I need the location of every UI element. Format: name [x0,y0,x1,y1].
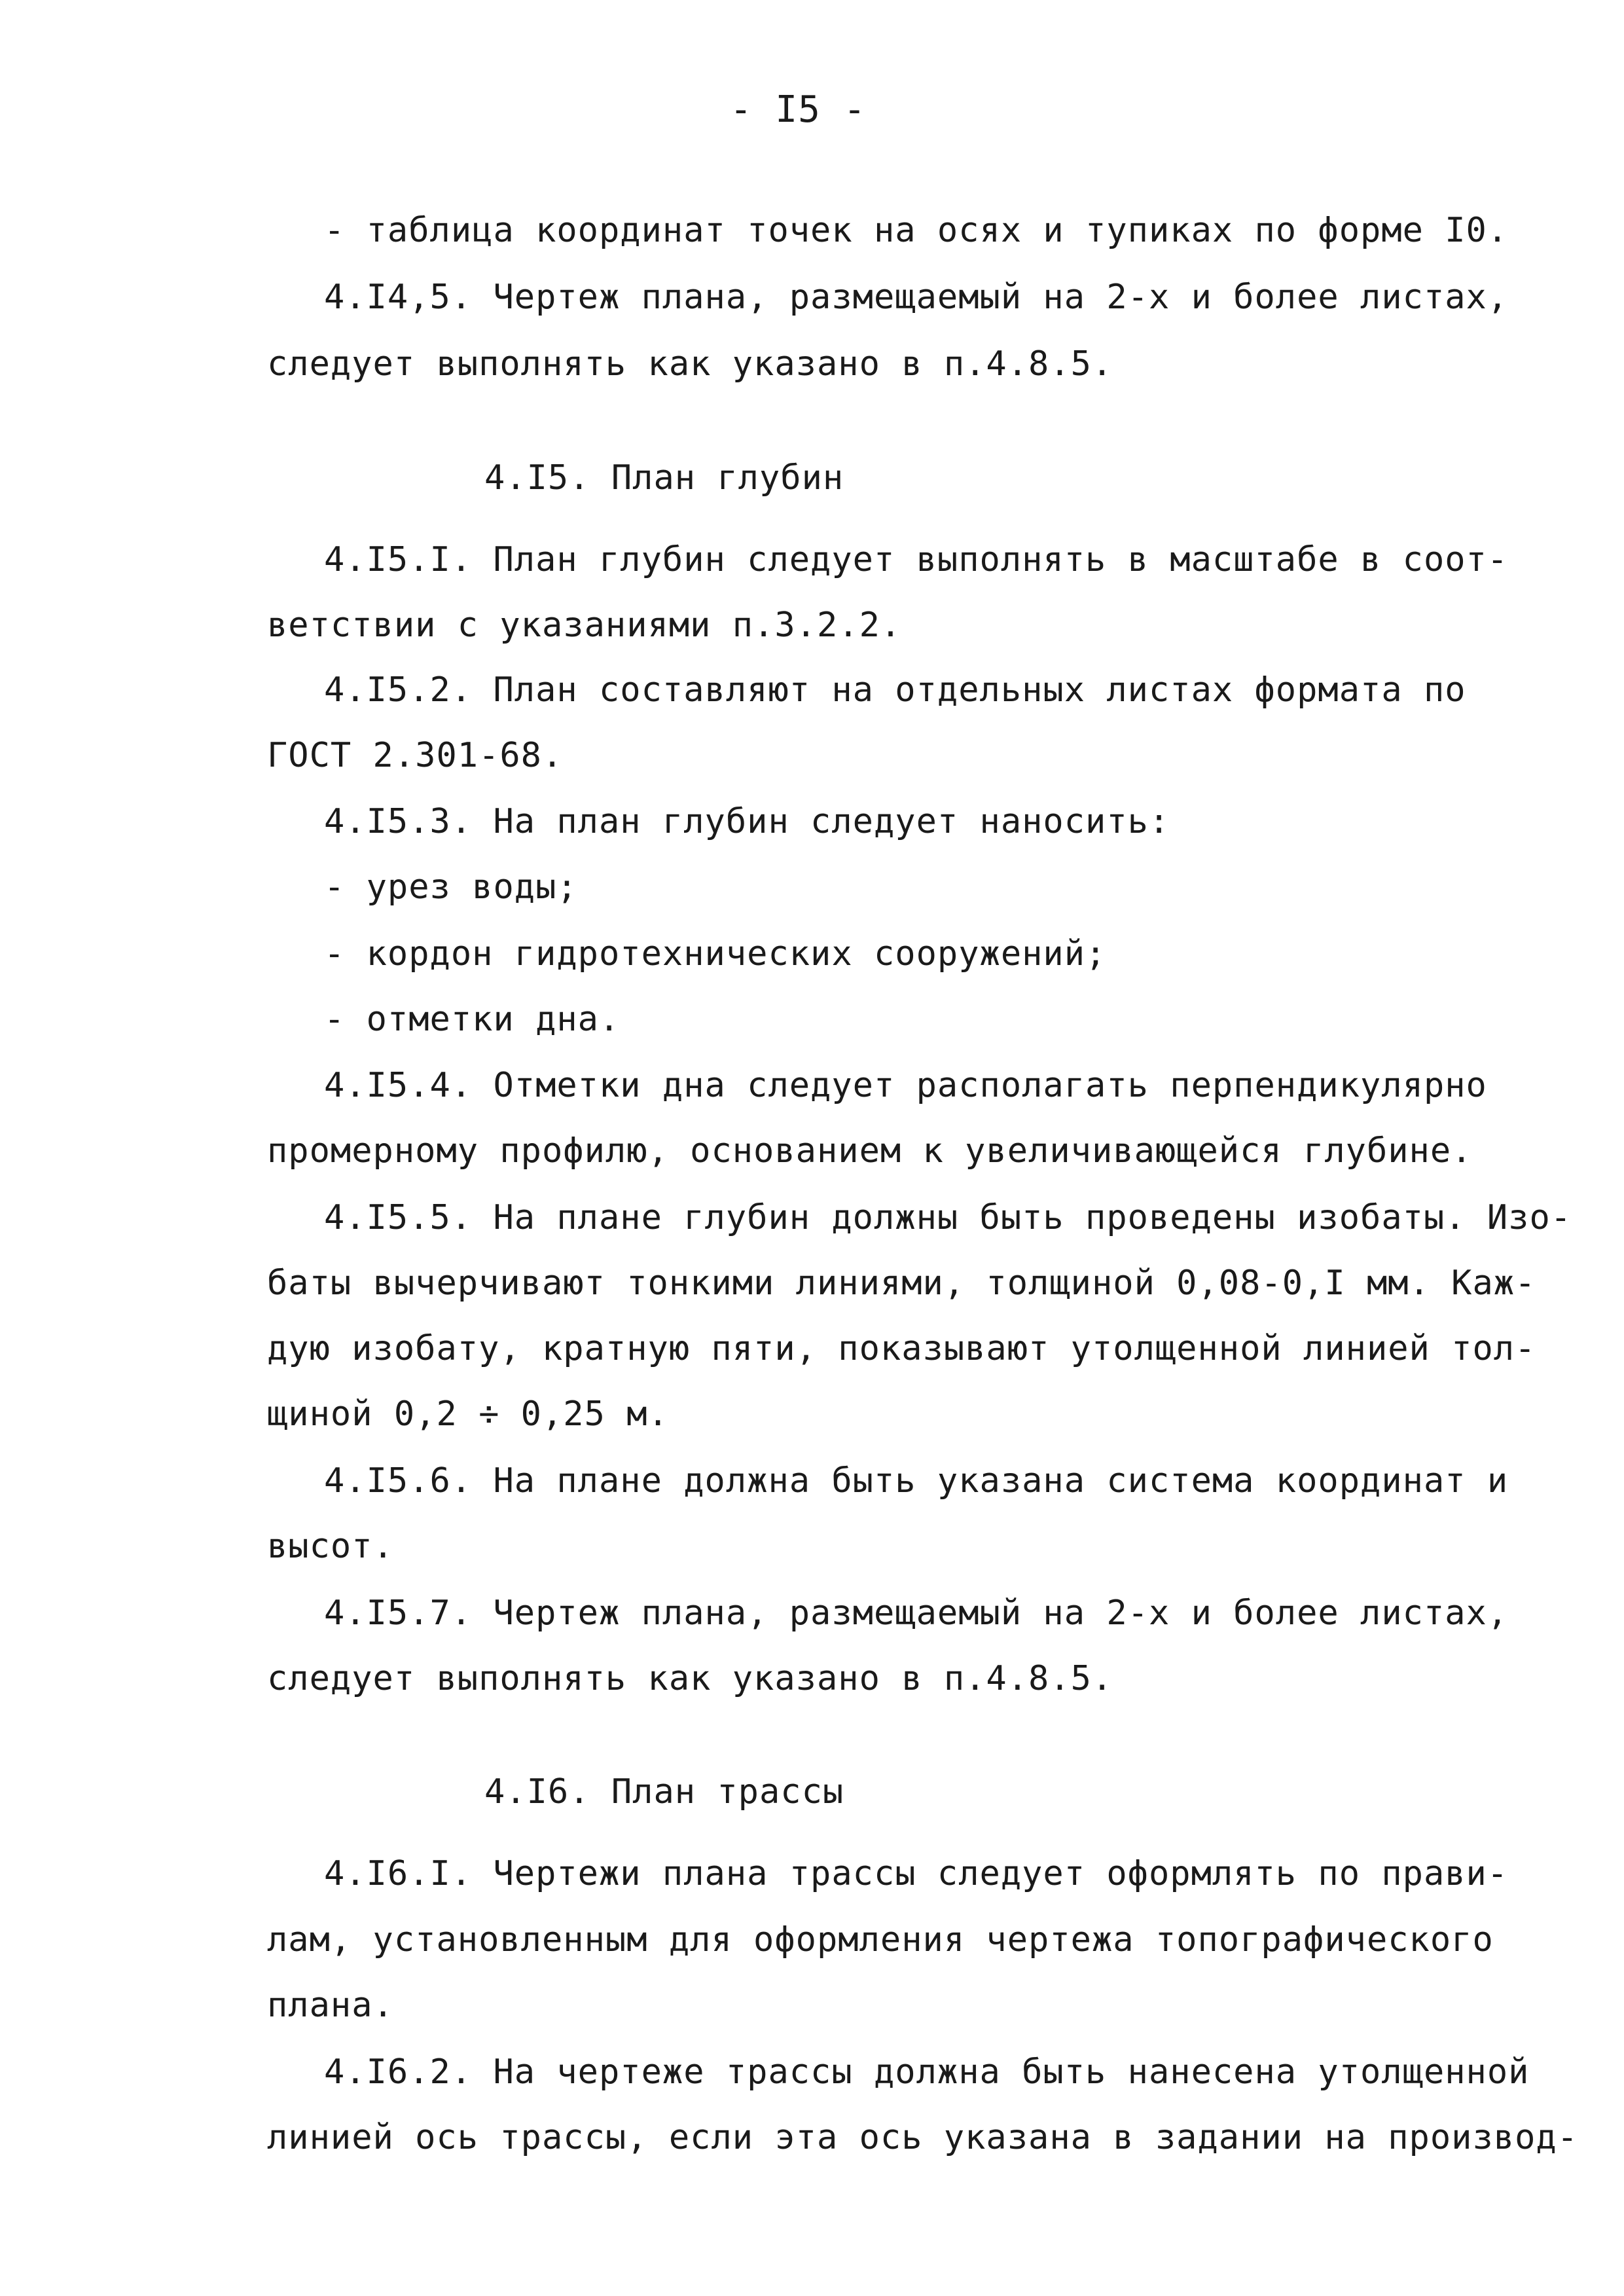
text-line: лам, установленным для оформления чертежа топографического [267,1920,1494,1959]
text-line: 4.I5.5. На плане глубин должны быть проведены изобаты. Изо- [324,1198,1572,1237]
text-line: 4.I6.I. Чертежи плана трассы следует оформлять по прави- [324,1854,1509,1893]
page-number: - I5 - [730,88,867,131]
list-item: - кордон гидротехнических сооружений; [324,934,1107,974]
section-heading: 4.I6. План трассы [484,1772,844,1812]
text-line: 4.I4,5. Чертеж плана, размещаемый на 2-х и более листах, [324,278,1509,317]
text-line: промерному профилю, основанием к увеличивающейся глубине. [267,1131,1473,1171]
text-line: баты вычерчивают тонкими линиями, толщиной 0,08-0,I мм. Каж- [267,1264,1536,1303]
section-heading: 4.I5. План глубин [484,458,844,498]
text-line: линией ось трассы, если эта ось указана в задании на производ- [267,2118,1579,2157]
text-line: 4.I5.3. На план глубин следует наносить: [324,802,1170,841]
text-line: ГОСТ 2.301-68. [267,736,564,775]
list-item: - отметки дна. [324,1000,621,1039]
text-line: 4.I5.7. Чертеж плана, размещаемый на 2-х и более листах, [324,1594,1509,1633]
text-line: ветствии с указаниями п.3.2.2. [267,606,902,645]
text-line: высот. [267,1527,394,1566]
text-line: плана. [267,1986,394,2025]
text-line: дую изобату, кратную пяти, показывают утолщенной линией тол- [267,1329,1536,1368]
text-line: 4.I6.2. На чертеже трассы должна быть нанесена утолщенной [324,2052,1530,2092]
text-line: следует выполнять как указано в п.4.8.5. [267,344,1113,384]
text-line: - таблица координат точек на осях и тупиках по форме I0. [324,211,1509,250]
text-line: щиной 0,2 ÷ 0,25 м. [267,1394,669,1434]
text-line: 4.I5.6. На плане должна быть указана система координат и [324,1461,1509,1501]
text-line: 4.I5.I. План глубин следует выполнять в масштабе в соот- [324,540,1509,579]
list-item: - урез воды; [324,867,578,907]
text-line: 4.I5.2. План составляют на отдельных листах формата по [324,670,1466,710]
text-line: 4.I5.4. Отметки дна следует располагать перпендикулярно [324,1066,1487,1105]
text-line: следует выполнять как указано в п.4.8.5. [267,1659,1113,1698]
